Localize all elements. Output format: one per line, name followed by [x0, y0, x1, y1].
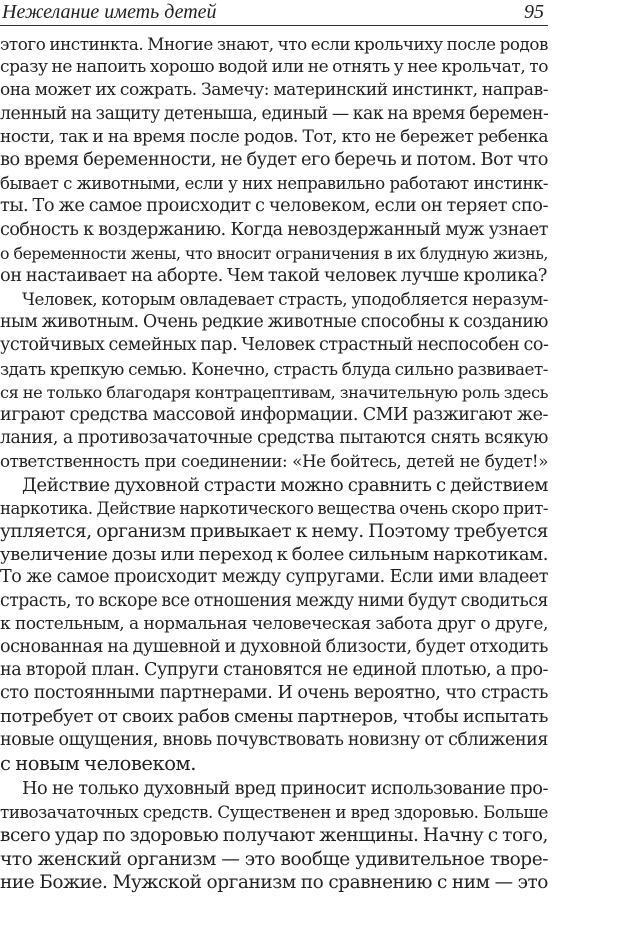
text-line: лания, а противозачаточные средства пытаются снять всякую	[0, 428, 548, 449]
text-line: ным животным. Очень редкие животные способны к созданию	[0, 312, 548, 333]
text-line: основанная на душевной и духовной близости, будет отходить	[0, 636, 548, 657]
text-line: потребует от своих рабов смены партнеров, чтобы испытать	[0, 706, 548, 728]
text-line: здать крепкую семью. Конечно, страсть блуда сильно развивает-	[0, 358, 548, 379]
paragraph-1	[0, 33, 548, 288]
paragraph-3	[0, 474, 548, 775]
text-line: этого инстинкта. Многие знают, что если крольчиху после родов	[0, 34, 548, 54]
text-line: бывает с животными, если у них неправильно работают инстинк-	[0, 174, 548, 194]
text-line: ние Божие. Мужской организм по сравнению с ним — это	[0, 871, 548, 893]
text-line: собность к воздержанию. Когда невоздержанный муж узнает	[0, 219, 548, 240]
paragraph-4	[0, 778, 548, 894]
text-line: с новым человеком.	[0, 751, 196, 775]
text-line: сразу не напоить хорошо водой или не отнять у нее крольчат, то	[0, 57, 548, 78]
text-line: устойчивых семейных пар. Человек страстный неспособен со-	[0, 335, 549, 356]
page-number: 95	[524, 1, 544, 23]
text-line: на второй план. Супруги становятся не единой плотью, а про-	[0, 660, 548, 681]
text-line: она может их сожрать. Замечу: материнский инстинкт, направ-	[0, 80, 548, 101]
text-line: ленный на защиту детеныша, единый — как на время беремен-	[0, 103, 549, 124]
text-line: играют средства массовой информации. СМИ разжигают же-	[0, 405, 548, 425]
text-line: Но не только духовный вред приносит использование про-	[22, 779, 548, 799]
text-line: он настаивает на аборте. Чем такой человек лучше кролика?	[0, 265, 547, 286]
text-line: упляется, организм привыкает к нему. Поэтому требуется	[0, 520, 548, 542]
text-line: увеличение дозы или переход к более сильным наркотикам.	[0, 544, 548, 566]
paragraph-2	[0, 288, 548, 474]
text-line: о беременности жены, что вносит ограничения в их блудную жизнь,	[0, 243, 548, 263]
text-line: ности, так и на время после родов. Тот, кто не бережет ребенка	[0, 126, 548, 147]
text-line: всего удар по здоровью получают женщины. Начну с того,	[0, 825, 548, 847]
running-head	[0, 0, 548, 26]
text-line: тивозачаточных средств. Существенен и вред здоровью. Больше	[0, 802, 548, 823]
chapter-title: Нежелание иметь детей	[2, 1, 217, 23]
text-line: ответственность при соединении: «Не бойтесь, детей не будет!»	[0, 451, 548, 472]
text-line: Человек, которым овладевает страсть, уподобляется неразум-	[22, 289, 548, 310]
text-line: То же самое происходит между супругами. Если ими владеет	[0, 567, 548, 588]
text-line: страсть, то вскоре все отношения между ними будут сводиться	[0, 590, 548, 611]
text-line: сто постоянными партнерами. И очень вероятно, что страсть	[0, 683, 548, 704]
header-rule	[0, 25, 548, 26]
text-line: что женский организм — это вообще удивительное творе-	[0, 848, 548, 870]
body-text	[0, 33, 548, 894]
text-line: во время беременности, не будет его беречь и потом. Вот что	[0, 149, 548, 170]
text-line: наркотика. Действие наркотического вещества очень скоро прит-	[0, 498, 548, 518]
text-line: ся не только благодаря контрацептивам, значительную роль здесь	[0, 382, 548, 402]
text-line: новые ощущения, вновь почувствовать новизну от сближения	[0, 729, 548, 750]
text-line: Действие духовной страсти можно сравнить с действием	[22, 474, 548, 496]
text-line: ты. То же самое происходит с человеком, если он теряет спо-	[0, 196, 548, 217]
text-line: к постельным, а нормальная человеческая забота друг о друге,	[0, 613, 548, 634]
